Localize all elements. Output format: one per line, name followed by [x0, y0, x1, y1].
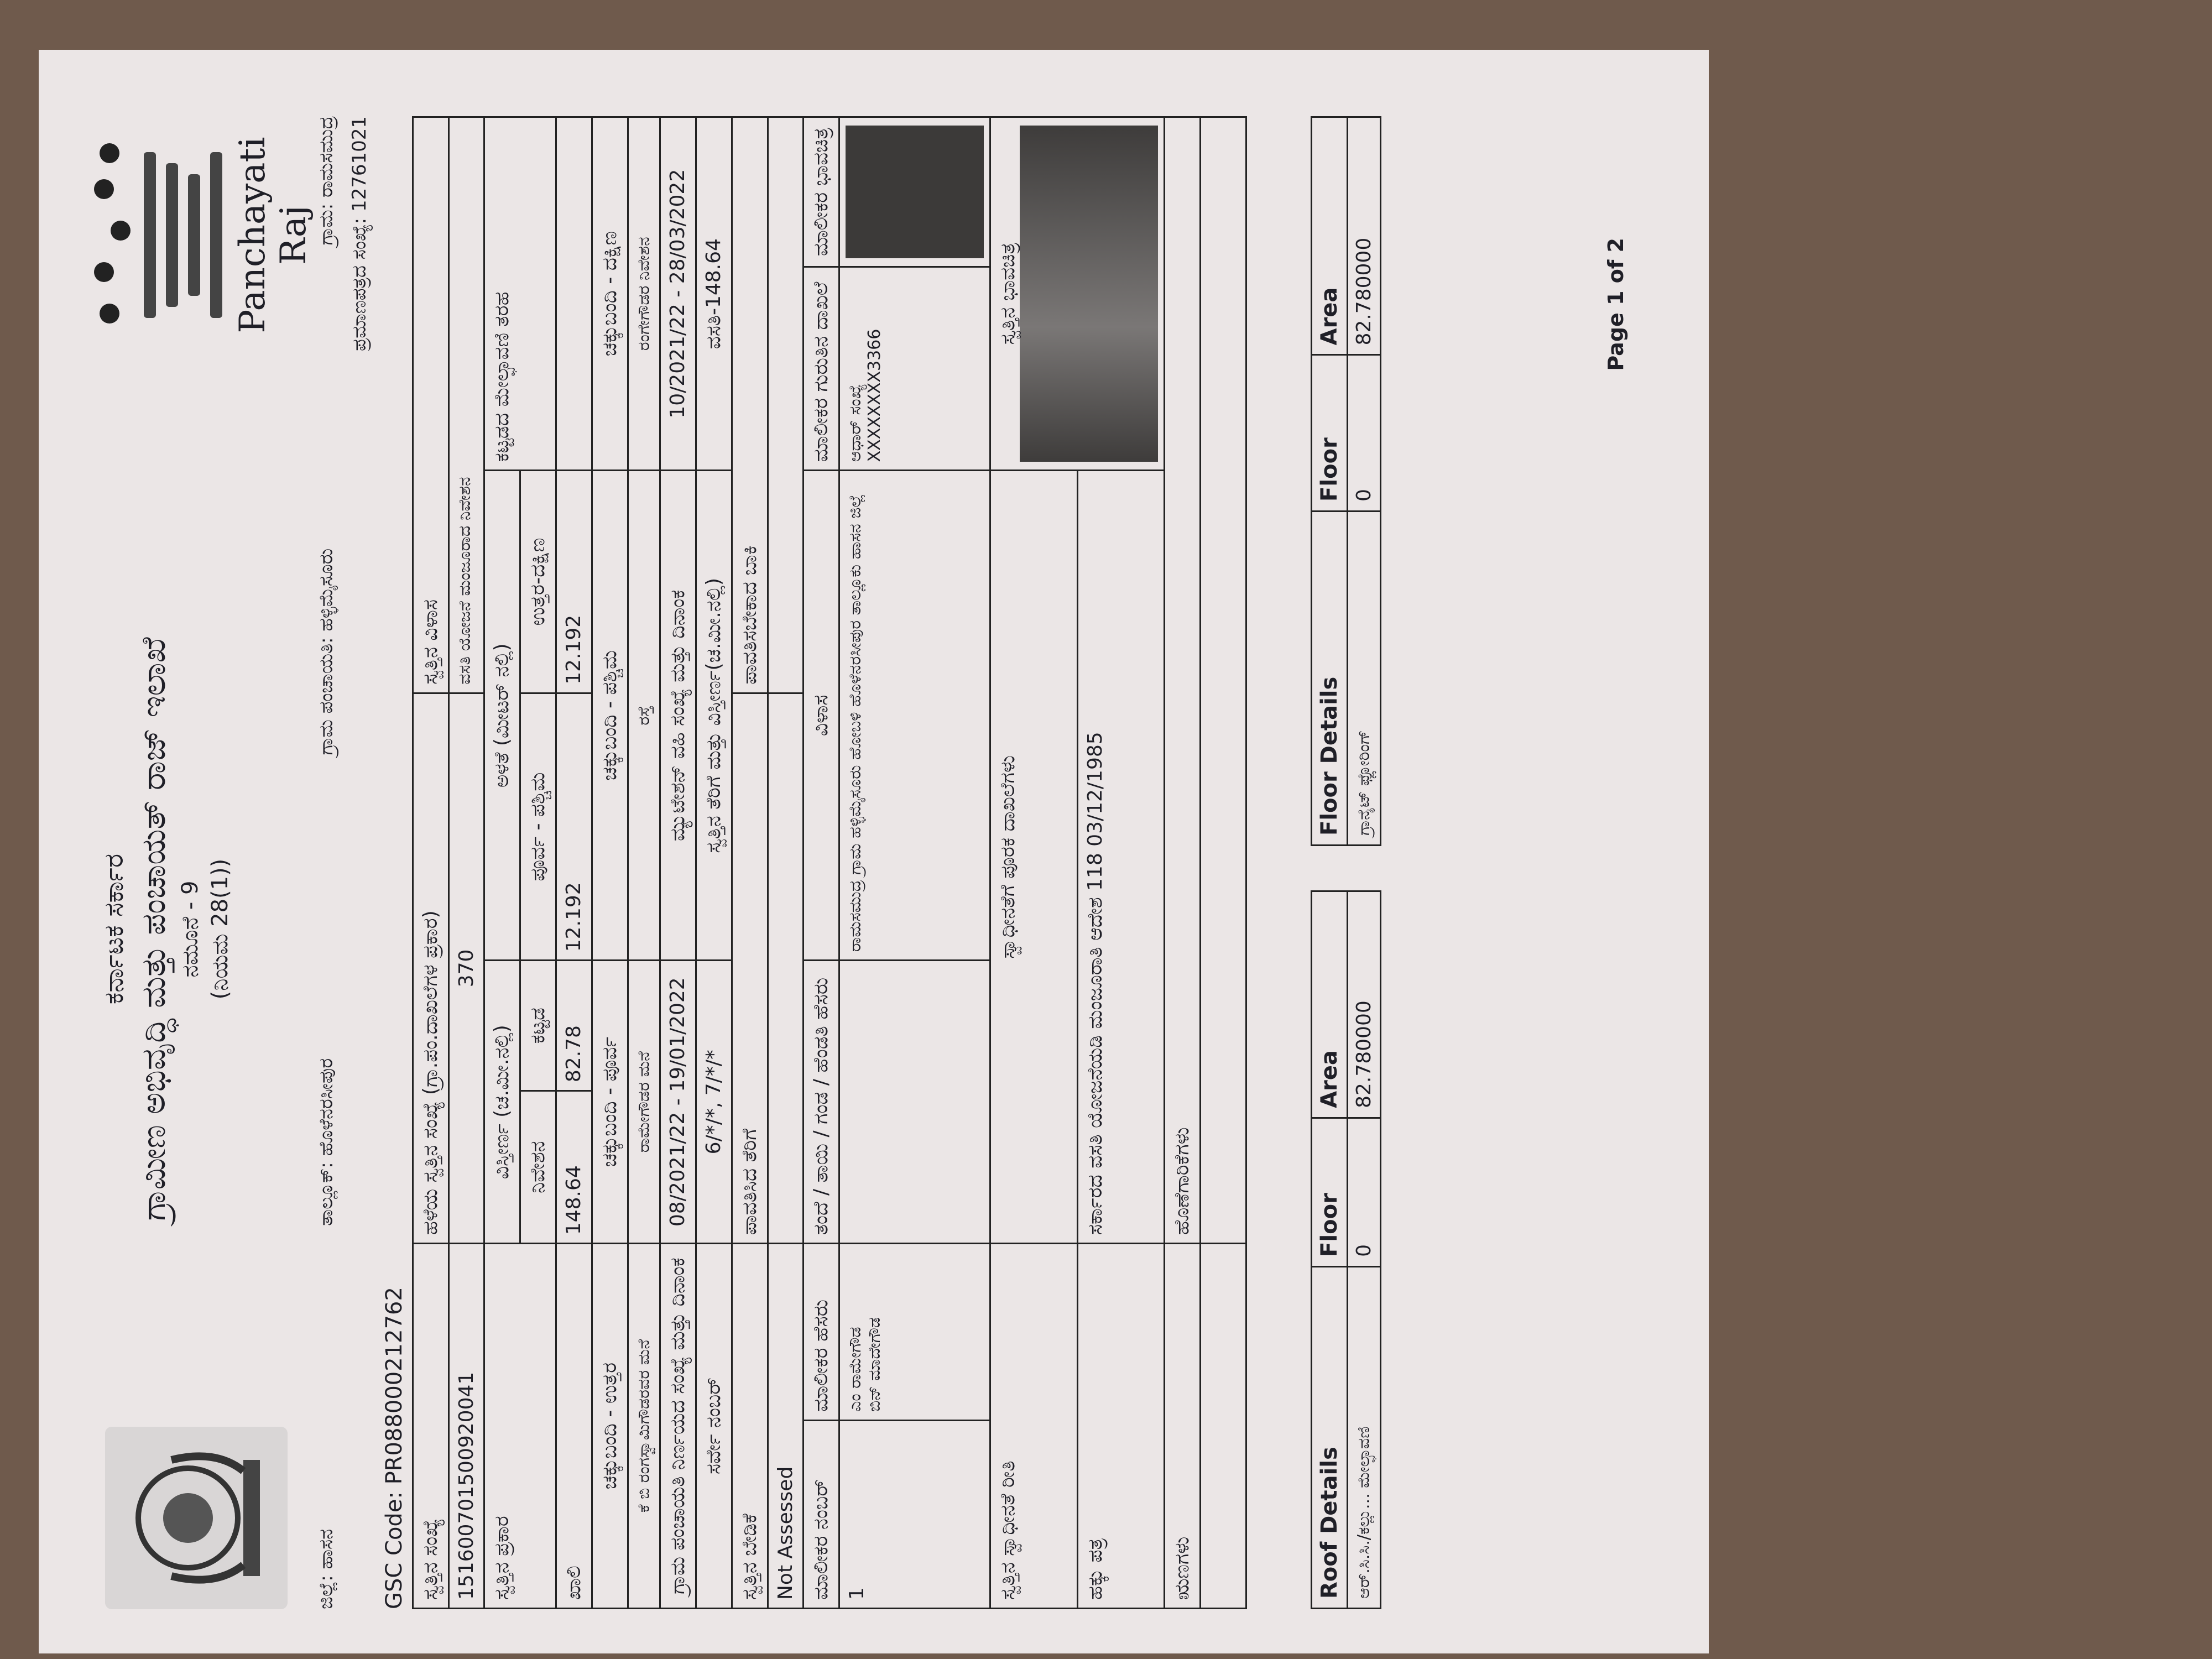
label-old-no: ಹಳೆಯ ಸ್ವತ್ತಿನ ಸಂಖ್ಯೆ (ಗ್ರಾ.ಪಂ.ದಾಖಲೆಗಳ ಪ್ರಕಾರ)	[413, 693, 449, 1243]
label-type: ಸ್ವತ್ತಿನ ಪ್ರಕಾರ	[484, 1244, 556, 1609]
label-west: ಚಕ್ಕುಬಂದಿ - ಪಶ್ಚಿಮ	[592, 471, 628, 961]
label-owner-id: ಮಾಲೀಕರ ಗುರುತಿನ ದಾಖಲೆ	[804, 267, 839, 471]
tax-demand-value: Not Assessed	[768, 1244, 804, 1609]
acquire-documents: ಸರ್ಕಾರದ ವಸತಿ ಯೋಜನೆಯಡಿ ಮಂಜೂರಾತಿ ಆದೇಶ 118 03/12/1985	[1077, 471, 1165, 1244]
form-number: ನಮೂನೆ - 9	[178, 880, 203, 978]
label-acquire-method: ಸ್ವತ್ತಿನ ಸ್ವಾಧೀನತೆ ರೀತಿ	[990, 1244, 1078, 1609]
roof-area: 82.780000	[1348, 891, 1381, 1118]
gsc-code: GSC Code: PR088000212762	[382, 1287, 407, 1609]
property-kind: ಖಾಲಿ	[556, 1244, 592, 1609]
document-header	[94, 514, 237, 1344]
roof-details-title: Roof Details	[1312, 1266, 1348, 1608]
label-encumbrance: ಋಣಗಳು	[1165, 1244, 1201, 1609]
acquire-method: ಹಕ್ಕು ಪತ್ರ	[1077, 1244, 1165, 1609]
table-row	[413, 117, 449, 1609]
label-dimensions: ಅಳತೆ (ಮೀಟರ್ ನಲ್ಲಿ)	[484, 471, 520, 961]
mutation-value: 10/2021/22 - 28/03/2022	[660, 117, 696, 471]
table-row	[660, 117, 696, 1609]
table-row	[1348, 117, 1381, 846]
label-tax-paid: ಪಾವತಿಸಿದ ತೆರಿಗೆ	[732, 693, 768, 1243]
govt-title: ಕರ್ನಾಟಕ ಸರ್ಕಾರ	[98, 853, 129, 1005]
gram-panchayat: ಗ್ರಾಮ ಪಂಚಾಯತಿ: ಹಳ್ಳಿಮೈಸೂರು	[315, 548, 337, 755]
label-property-desc: ಸ್ವತ್ತಿನ ವಿಳಾಸ	[413, 117, 449, 693]
table-row	[696, 117, 732, 1609]
label-address: ವಿಳಾಸ	[804, 471, 839, 961]
table-row	[628, 117, 660, 1609]
table-row	[804, 117, 839, 1609]
owner-father-text: ಬಿನ್ ಮಾದೇಗೌಡ	[865, 1317, 884, 1412]
site-area: 148.64	[556, 1091, 592, 1244]
owner-address: ರಾಮಸಮುದ್ರ ಗ್ರಾಮ ಹಳ್ಳಿಮೈಸೂರು ಹೋಬಳಿ ಹೊಳೆನರಸೀಪುರ ತಾಲ್ಲೂಕು ಹಾಸನ ಜಿಲ್ಲೆ	[839, 471, 990, 961]
label-resolution: ಗ್ರಾಮ ಪಂಚಾಯತಿ ನಿರ್ಣಯದ ಸಂಖ್ಯೆ ಮತ್ತು ದಿನಾಂಕ	[660, 1244, 696, 1609]
property-table	[412, 116, 1247, 1609]
label-tax-demand: ಸ್ವತ್ತಿನ ಬೇಡಿಕೆ	[732, 1244, 768, 1609]
floor-type: ಗ್ರಾನೈಟ್ ಫ್ಲೋರಿಂಗ್	[1348, 511, 1381, 845]
north-south-length: 12.192	[556, 471, 592, 693]
label-property-photo: ಸ್ವತ್ತಿನ ಭಾವಚಿತ್ರ	[997, 243, 1019, 345]
label-tax-area: ಸ್ವತ್ತಿನ ತೆರಿಗೆ ಮತ್ತು ವಿಸ್ತೀರ್ಣ(ಚ.ಮೀ.ನಲ್ಲಿ)	[696, 471, 732, 961]
label-owner-photo: ಮಾಲೀಕರ ಭಾವಚಿತ್ರ	[804, 117, 839, 267]
label-owner-name: ಮಾಲೀಕರ ಹೆಸರು	[804, 1244, 839, 1421]
roof-floor-header: Floor	[1312, 1118, 1348, 1266]
location-row	[315, 116, 337, 1609]
tax-area-value: ವಸತಿ-148.64	[696, 117, 732, 471]
table-row	[732, 117, 768, 1609]
floor-details-table	[1311, 116, 1381, 846]
table-row	[484, 117, 520, 1609]
east-west-length: 12.192	[556, 693, 592, 961]
owner-id-type: ಆಧಾರ್ ಸಂಖ್ಯೆ	[846, 384, 865, 462]
certificate-number: ಪ್ರಮಾಣಪತ್ರದ ಸಂಖ್ಯೆ: 12761021	[348, 116, 371, 351]
old-property-number: 370	[449, 693, 484, 1243]
boundary-north: ಕೆ ಬಿ ರಂಗಸ್ವಾಮಿಗೌಡರವರ ಮನೆ	[628, 1244, 660, 1609]
roof-area-header: Area	[1312, 891, 1348, 1118]
panchayati-raj-logo-icon	[94, 141, 227, 329]
property-photo	[990, 117, 1165, 471]
table-row	[990, 117, 1078, 1609]
owner-name-text: ಎಂ ರಾಮೇಗೌಡ	[846, 1327, 865, 1412]
table-row	[1201, 117, 1246, 1609]
table-row	[839, 117, 990, 1609]
floor-floor-header: Floor	[1312, 355, 1348, 511]
survey-value: 6/*/*, 7/*/*	[696, 961, 732, 1244]
table-row	[1348, 891, 1381, 1609]
table-row	[449, 117, 484, 1609]
owner-id-value: XXXXXXXX3366	[865, 328, 884, 462]
label-survey: ಸರ್ವೇ ನಂಬರ್	[696, 1244, 732, 1609]
table-row	[768, 117, 804, 1609]
label-north: ಚಕ್ಕುಬಂದಿ - ಉತ್ತರ	[592, 1244, 628, 1609]
property-number: 151600701500920041	[449, 1244, 484, 1609]
floor-area: 82.780000	[1348, 117, 1381, 355]
label-acquire-docs: ಸ್ವಾಧೀನತೆಗೆ ಪೂರಕ ದಾಖಲೆಗಳು	[990, 471, 1078, 1244]
label-tax-due: ಪಾವತಿಸಬೇಕಾದ ಬಾಕಿ	[732, 117, 768, 693]
label-owner-no: ಮಾಲೀಕರ ನಂಬರ್	[804, 1420, 839, 1608]
floor-floor: 0	[1348, 355, 1381, 511]
taluk: ತಾಲ್ಲೂಕ್: ಹೊಳೆನರಸೀಪುರ	[315, 1058, 337, 1226]
owner-photo	[839, 117, 990, 267]
label-north-south: ಉತ್ತರ-ದಕ್ಷಿಣ	[520, 471, 556, 693]
owner-number: 1	[839, 1420, 990, 1608]
resolution-value: 08/2021/22 - 19/01/2022	[660, 961, 696, 1244]
district: ಜಿಲ್ಲೆ: ಹಾಸನ	[315, 1528, 337, 1609]
cert-row	[348, 116, 371, 1609]
boundary-south: ರಂಗೇಗೌಡರ ನಿವೇಶನ	[628, 117, 660, 471]
document-photo	[39, 3, 1709, 1653]
building-area: 82.78	[556, 961, 592, 1091]
floor-details-title: Floor Details	[1312, 511, 1348, 845]
owner-photo-image	[846, 126, 984, 258]
table-row	[556, 117, 592, 1609]
table-row	[1312, 117, 1348, 846]
property-photo-image	[1020, 126, 1158, 462]
page-number: Page 1 of 2	[1604, 238, 1628, 371]
boundary-west: ರಸ್ತೆ	[628, 471, 660, 961]
label-south: ಚಕ್ಕುಬಂದಿ - ದಕ್ಷಿಣ	[592, 117, 628, 471]
logo-text: Panchayati Raj	[232, 137, 314, 333]
label-east-west: ಪೂರ್ವ - ಪಶ್ಚಿಮ	[520, 693, 556, 961]
form-9-sheet	[39, 50, 1709, 1653]
roof-type: ಆರ್.ಸಿ.ಸಿ./ಕಲ್ಲು... ಮೇಲ್ಛಾವಣಿ	[1348, 1266, 1381, 1608]
property-description: ವಸತಿ ಯೋಜನೆ ಮಂಜೂರಾದ ನಿವೇಶನ	[449, 117, 484, 693]
label-building: ಕಟ್ಟಡ	[520, 961, 556, 1091]
label-site: ನಿವೇಶನ	[520, 1091, 556, 1244]
village: ಗ್ರಾಮ: ರಾಮಸಮುದ್ರ	[315, 116, 337, 246]
form-rule: (ನಿಯಮ 28(1))	[207, 858, 233, 1000]
roof-details-table	[1311, 890, 1381, 1609]
label-building-type: ಕಟ್ಟಡದ ಮೇಲ್ಛಾವಣಿ ತರಹ	[484, 117, 556, 471]
table-row	[592, 117, 628, 1609]
boundary-east: ರಾಮೇಗೌಡರ ಮನೆ	[628, 961, 660, 1244]
owner-name	[839, 1244, 990, 1421]
dept-title: ಗ್ರಾಮೀಣ ಅಭಿವೃದ್ಧಿ ಮತ್ತು ಪಂಚಾಯತ್ ರಾಜ್ ಇಲಾಖೆ	[134, 637, 173, 1221]
floor-area-header: Area	[1312, 117, 1348, 355]
label-east: ಚಕ್ಕುಬಂದಿ - ಪೂರ್ವ	[592, 961, 628, 1244]
label-property-no: ಸ್ವತ್ತಿನ ಸಂಖ್ಯೆ	[413, 1244, 449, 1609]
label-area: ವಿಸ್ತೀರ್ಣ (ಚ.ಮೀ.ನಲ್ಲಿ)	[484, 961, 520, 1244]
panchayati-raj-logo	[94, 116, 314, 354]
label-liabilities: ಹೊಣೆಗಾರಿಕೆಗಳು	[1165, 117, 1201, 1244]
label-relation: ತಂದೆ / ತಾಯಿ / ಗಂಡ / ಹೆಂಡತಿ ಹೆಸರು	[804, 961, 839, 1244]
roof-floor: 0	[1348, 1118, 1381, 1266]
owner-id	[839, 267, 990, 471]
label-mutation: ಮ್ಯುಟೇಶನ್ ವಹಿ ಸಂಖ್ಯೆ ಮತ್ತು ದಿನಾಂಕ	[660, 471, 696, 961]
table-row	[1165, 117, 1201, 1609]
karnataka-emblem-icon	[105, 1427, 288, 1609]
page	[72, 83, 1676, 1620]
table-row	[1312, 891, 1348, 1609]
